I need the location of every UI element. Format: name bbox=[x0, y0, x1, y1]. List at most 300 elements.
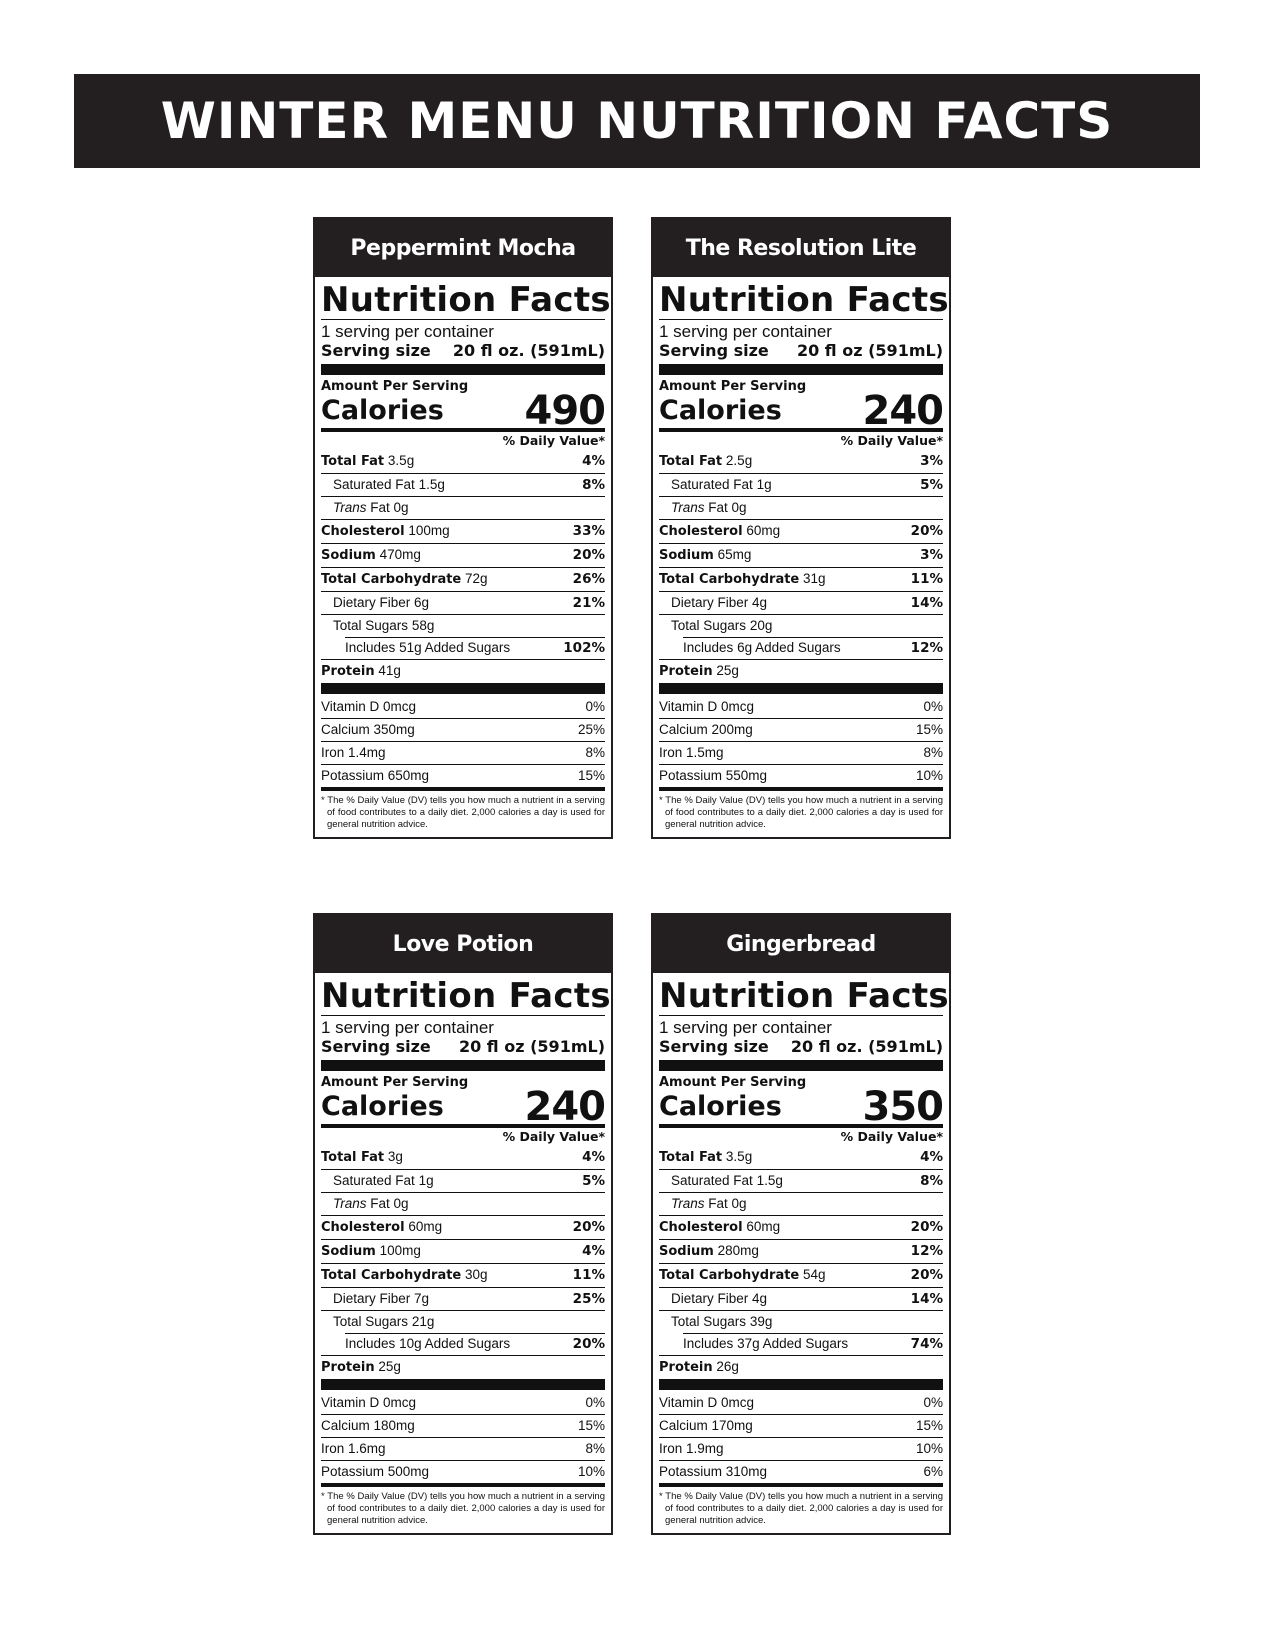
daily-value-header: % Daily Value* bbox=[840, 1129, 943, 1144]
calories-value: 350 bbox=[862, 1084, 943, 1130]
nutrient-amount: 30g bbox=[465, 1267, 488, 1282]
nutrient-name bbox=[659, 1311, 772, 1333]
nutrient-row bbox=[659, 1146, 943, 1169]
nutrient-amount: 1g bbox=[418, 1173, 434, 1188]
nutrient-row bbox=[321, 496, 605, 519]
nutrition-card bbox=[651, 913, 951, 1535]
serving-size-value: 20 fl oz (591mL) bbox=[458, 1037, 605, 1056]
medium-divider bbox=[659, 787, 943, 791]
nutrient-row bbox=[659, 1355, 943, 1379]
nutrient-amount: 3.5g bbox=[387, 453, 415, 468]
nutrient-amount: 1.5g bbox=[756, 1173, 783, 1188]
nutrient-row bbox=[659, 519, 943, 543]
vitamin-name: Iron 1.5mg bbox=[659, 745, 724, 760]
nutrient-name bbox=[321, 450, 414, 473]
nutrient-daily-value: 3% bbox=[920, 547, 943, 563]
vitamins-section bbox=[659, 1392, 943, 1483]
vitamin-daily-value: 15% bbox=[915, 1418, 943, 1433]
nutrient-amount: 26g bbox=[716, 1359, 739, 1374]
serving-size-row bbox=[659, 1037, 943, 1060]
nutrient-label: Total Carbohydrate bbox=[321, 1268, 462, 1283]
nutrient-name bbox=[659, 1193, 747, 1215]
nutrient-name bbox=[659, 474, 772, 496]
vitamin-name: Potassium 550mg bbox=[659, 768, 768, 783]
nutrient-amount: 41g bbox=[378, 663, 401, 678]
nutrient-daily-value: 4% bbox=[582, 1243, 605, 1259]
vitamin-row bbox=[321, 742, 605, 765]
nutrient-row bbox=[659, 543, 943, 567]
vitamin-daily-value: 10% bbox=[915, 768, 943, 783]
nutrient-label: Total Sugars bbox=[333, 1314, 409, 1329]
nutrient-label: Total Fat bbox=[659, 454, 723, 469]
nutrient-amount: 10g Added Sugars bbox=[399, 1336, 511, 1351]
daily-value-header: % Daily Value* bbox=[502, 433, 605, 448]
nutrition-label bbox=[653, 973, 949, 1533]
vitamin-daily-value: 0% bbox=[923, 1395, 943, 1410]
nutrition-label bbox=[653, 277, 949, 837]
nutrient-label: Sodium bbox=[321, 548, 376, 563]
vitamins-section bbox=[321, 696, 605, 787]
servings-per-container: 1 serving per container bbox=[659, 322, 832, 341]
nutrient-row bbox=[321, 1146, 605, 1169]
nutrient-daily-value: 4% bbox=[582, 453, 605, 469]
nutrient-daily-value: 26% bbox=[572, 571, 605, 587]
nutrient-label: Total Carbohydrate bbox=[659, 1268, 800, 1283]
vitamin-row bbox=[321, 1392, 605, 1415]
nutrient-name bbox=[659, 1333, 848, 1355]
nutrient-daily-value: 20% bbox=[572, 547, 605, 563]
nutrient-label: Dietary Fiber bbox=[333, 595, 411, 610]
vitamin-name: Vitamin D 0mcg bbox=[659, 1395, 755, 1410]
nutrient-daily-value: 4% bbox=[582, 1149, 605, 1165]
vitamin-name: Potassium 310mg bbox=[659, 1464, 768, 1479]
nutrient-amount: Fat 0g bbox=[370, 1196, 409, 1211]
nutrition-facts-heading: Nutrition Facts bbox=[321, 976, 611, 1016]
vitamin-daily-value: 10% bbox=[915, 1441, 943, 1456]
vitamin-daily-value: 25% bbox=[577, 722, 605, 737]
nutrient-amount: Fat 0g bbox=[708, 500, 747, 515]
nutrient-row bbox=[321, 659, 605, 683]
vitamin-daily-value: 15% bbox=[577, 768, 605, 783]
nutrient-label: Dietary Fiber bbox=[671, 595, 749, 610]
nutrient-daily-value: 21% bbox=[572, 595, 605, 611]
nutrient-amount: 72g bbox=[465, 571, 488, 586]
calories-row bbox=[321, 1084, 605, 1130]
vitamins-section bbox=[659, 696, 943, 787]
vitamin-row bbox=[659, 742, 943, 765]
nutrition-card bbox=[313, 217, 613, 839]
nutrient-label: Cholesterol bbox=[321, 1220, 405, 1235]
nutrient-row bbox=[321, 1333, 605, 1355]
nutrient-name bbox=[321, 615, 434, 637]
serving-size-row bbox=[321, 341, 605, 364]
nutrient-label: Trans bbox=[333, 1196, 367, 1211]
serving-size-row bbox=[659, 341, 943, 364]
serving-size-value: 20 fl oz (591mL) bbox=[796, 341, 943, 360]
nutrient-label: Cholesterol bbox=[659, 524, 743, 539]
vitamin-row bbox=[321, 1438, 605, 1461]
nutrient-daily-value: 5% bbox=[920, 477, 943, 493]
nutrient-label: Total Fat bbox=[321, 1150, 385, 1165]
vitamin-daily-value: 8% bbox=[923, 745, 943, 760]
vitamin-row bbox=[321, 696, 605, 719]
nutrient-name bbox=[321, 1333, 510, 1355]
nutrient-row bbox=[321, 1192, 605, 1215]
servings-per-container: 1 serving per container bbox=[659, 1018, 832, 1037]
drink-name: Peppermint Mocha bbox=[315, 219, 611, 277]
nutrient-row bbox=[659, 1310, 943, 1333]
vitamin-daily-value: 6% bbox=[923, 1464, 943, 1479]
calories-label: Calories bbox=[659, 395, 782, 426]
thick-divider bbox=[659, 1060, 943, 1071]
vitamin-daily-value: 8% bbox=[585, 1441, 605, 1456]
nutrient-label: Total Fat bbox=[659, 1150, 723, 1165]
thick-divider bbox=[321, 1060, 605, 1071]
nutrient-label: Includes bbox=[683, 1336, 734, 1351]
nutrient-amount: 1g bbox=[756, 477, 772, 492]
nutrient-row bbox=[321, 637, 605, 659]
nutrient-label: Total Sugars bbox=[333, 618, 409, 633]
nutrient-label: Dietary Fiber bbox=[671, 1291, 749, 1306]
nutrient-name bbox=[659, 1288, 767, 1310]
nutrient-daily-value: 12% bbox=[910, 640, 943, 656]
nutrient-daily-value: 20% bbox=[910, 523, 943, 539]
vitamin-daily-value: 0% bbox=[585, 699, 605, 714]
nutrient-label: Saturated Fat bbox=[671, 477, 753, 492]
vitamin-row bbox=[659, 765, 943, 787]
calories-label: Calories bbox=[321, 395, 444, 426]
nutrient-row bbox=[321, 1287, 605, 1310]
nutrient-daily-value: 11% bbox=[910, 571, 943, 587]
calories-row bbox=[321, 388, 605, 434]
nutrient-amount: 100mg bbox=[408, 523, 450, 538]
nutrient-row bbox=[321, 1263, 605, 1287]
nutrient-row bbox=[659, 1192, 943, 1215]
nutrient-name bbox=[659, 1170, 783, 1192]
vitamin-daily-value: 10% bbox=[577, 1464, 605, 1479]
nutrient-amount: 20g bbox=[749, 618, 773, 633]
calories-value: 240 bbox=[862, 388, 943, 434]
nutrient-name bbox=[659, 497, 747, 519]
nutrition-facts-heading: Nutrition Facts bbox=[321, 280, 611, 320]
nutrient-label: Protein bbox=[659, 1360, 713, 1375]
nutrient-amount: 25g bbox=[378, 1359, 401, 1374]
calories-label: Calories bbox=[659, 1091, 782, 1122]
nutrition-label bbox=[315, 973, 611, 1533]
nutrient-name bbox=[321, 1264, 488, 1287]
nutrient-label: Trans bbox=[333, 500, 367, 515]
nutrient-label: Total Carbohydrate bbox=[659, 572, 800, 587]
thick-divider bbox=[659, 364, 943, 375]
vitamin-daily-value: 15% bbox=[915, 722, 943, 737]
nutrient-label: Saturated Fat bbox=[333, 477, 415, 492]
nutrient-name bbox=[659, 520, 780, 543]
serving-size-value: 20 fl oz. (591mL) bbox=[452, 341, 605, 360]
nutrient-daily-value: 14% bbox=[910, 595, 943, 611]
vitamin-name: Vitamin D 0mcg bbox=[321, 1395, 417, 1410]
nutrient-name bbox=[659, 1356, 739, 1379]
daily-value-header: % Daily Value* bbox=[502, 1129, 605, 1144]
serving-size-label: Serving size bbox=[321, 341, 431, 360]
nutrient-daily-value: 20% bbox=[572, 1219, 605, 1235]
serving-size-label: Serving size bbox=[321, 1037, 431, 1056]
drink-name: The Resolution Lite bbox=[653, 219, 949, 277]
nutrient-daily-value: 74% bbox=[910, 1336, 943, 1352]
nutrient-amount: 2.5g bbox=[725, 453, 753, 468]
nutrient-amount: 60mg bbox=[408, 1219, 443, 1234]
nutrient-amount: 3.5g bbox=[725, 1149, 753, 1164]
nutrient-name bbox=[659, 592, 767, 614]
nutrient-row bbox=[659, 450, 943, 473]
nutrient-name bbox=[659, 1146, 752, 1169]
nutrient-name bbox=[321, 1216, 442, 1239]
nutrient-daily-value: 8% bbox=[582, 477, 605, 493]
footnote: * The % Daily Value (DV) tells you how much a nutrient in a serving of food contributes to a daily diet. 2,000 calories a day is used for general nutrition advice. bbox=[659, 795, 943, 830]
calories-label: Calories bbox=[321, 1091, 444, 1122]
vitamin-row bbox=[321, 765, 605, 787]
nutrient-daily-value: 3% bbox=[920, 453, 943, 469]
thick-divider bbox=[659, 1379, 943, 1390]
page-title: WINTER MENU NUTRITION FACTS bbox=[160, 92, 1114, 150]
nutrient-amount: 60mg bbox=[746, 1219, 781, 1234]
medium-divider bbox=[659, 1483, 943, 1487]
nutrient-label: Trans bbox=[671, 1196, 705, 1211]
thick-divider bbox=[321, 364, 605, 375]
nutrient-amount: Fat 0g bbox=[370, 500, 409, 515]
nutrient-label: Sodium bbox=[321, 1244, 376, 1259]
nutrient-daily-value: 12% bbox=[910, 1243, 943, 1259]
nutrient-amount: 1.5g bbox=[418, 477, 445, 492]
nutrient-amount: 37g Added Sugars bbox=[737, 1336, 849, 1351]
nutrient-row bbox=[659, 614, 943, 637]
nutrient-label: Protein bbox=[321, 1360, 375, 1375]
amount-per-serving: Amount Per Serving bbox=[321, 379, 469, 394]
nutrient-label: Cholesterol bbox=[321, 524, 405, 539]
nutrient-name bbox=[321, 1288, 429, 1310]
nutrient-label: Includes bbox=[345, 640, 396, 655]
serving-size-label: Serving size bbox=[659, 341, 769, 360]
vitamin-daily-value: 8% bbox=[585, 745, 605, 760]
nutrient-name bbox=[659, 660, 739, 683]
vitamin-name: Calcium 200mg bbox=[659, 722, 753, 737]
nutrient-amount: 65mg bbox=[717, 547, 752, 562]
nutrient-amount: 39g bbox=[749, 1314, 773, 1329]
nutrient-name bbox=[321, 1170, 434, 1192]
nutrient-daily-value: 20% bbox=[572, 1336, 605, 1352]
serving-size-label: Serving size bbox=[659, 1037, 769, 1056]
nutrient-label: Saturated Fat bbox=[333, 1173, 415, 1188]
calories-value: 240 bbox=[524, 1084, 605, 1130]
medium-divider bbox=[321, 787, 605, 791]
nutrient-row bbox=[659, 1287, 943, 1310]
nutrient-row bbox=[659, 473, 943, 496]
amount-per-serving: Amount Per Serving bbox=[321, 1075, 469, 1090]
medium-divider bbox=[321, 1483, 605, 1487]
amount-per-serving: Amount Per Serving bbox=[659, 379, 807, 394]
nutrient-name bbox=[659, 544, 751, 567]
vitamin-daily-value: 15% bbox=[577, 1418, 605, 1433]
calories-row bbox=[659, 388, 943, 434]
nutrient-name bbox=[321, 497, 409, 519]
vitamin-row bbox=[321, 719, 605, 742]
nutrient-row bbox=[321, 1169, 605, 1192]
vitamin-row bbox=[659, 1392, 943, 1415]
nutrient-daily-value: 20% bbox=[910, 1219, 943, 1235]
nutrient-amount: 51g Added Sugars bbox=[399, 640, 511, 655]
thick-divider bbox=[321, 1379, 605, 1390]
vitamin-name: Vitamin D 0mcg bbox=[659, 699, 755, 714]
nutrient-row bbox=[659, 1239, 943, 1263]
vitamins-section bbox=[321, 1392, 605, 1483]
nutrient-name bbox=[321, 1240, 421, 1263]
nutrient-name bbox=[321, 474, 445, 496]
nutrient-row bbox=[321, 543, 605, 567]
serving-size-row bbox=[321, 1037, 605, 1060]
nutrient-row bbox=[321, 614, 605, 637]
nutrient-name bbox=[659, 1240, 759, 1263]
calories-row bbox=[659, 1084, 943, 1130]
nutrient-label: Protein bbox=[321, 664, 375, 679]
nutrient-row bbox=[321, 567, 605, 591]
nutrient-amount: Fat 0g bbox=[708, 1196, 747, 1211]
nutrient-label: Sodium bbox=[659, 1244, 714, 1259]
nutrient-name bbox=[659, 1216, 780, 1239]
vitamin-row bbox=[321, 1461, 605, 1483]
vitamin-name: Calcium 180mg bbox=[321, 1418, 415, 1433]
nutrient-daily-value: 33% bbox=[572, 523, 605, 539]
nutrient-row bbox=[321, 1355, 605, 1379]
nutrient-label: Includes bbox=[345, 1336, 396, 1351]
nutrient-row bbox=[659, 567, 943, 591]
nutrient-amount: 6g bbox=[414, 595, 430, 610]
nutrient-daily-value: 102% bbox=[563, 640, 605, 656]
nutrient-row bbox=[659, 1169, 943, 1192]
amount-per-serving: Amount Per Serving bbox=[659, 1075, 807, 1090]
nutrient-label: Trans bbox=[671, 500, 705, 515]
servings-per-container: 1 serving per container bbox=[321, 1018, 494, 1037]
nutrient-amount: 4g bbox=[752, 595, 768, 610]
nutrient-row bbox=[321, 1215, 605, 1239]
nutrient-amount: 100mg bbox=[379, 1243, 421, 1258]
nutrition-card bbox=[651, 217, 951, 839]
nutrient-amount: 4g bbox=[752, 1291, 768, 1306]
vitamin-row bbox=[659, 1438, 943, 1461]
nutrient-label: Includes bbox=[683, 640, 734, 655]
nutrient-row bbox=[321, 1310, 605, 1333]
nutrient-amount: 6g Added Sugars bbox=[737, 640, 841, 655]
footnote: * The % Daily Value (DV) tells you how much a nutrient in a serving of food contributes to a daily diet. 2,000 calories a day is used for general nutrition advice. bbox=[321, 1491, 605, 1526]
nutrient-amount: 25g bbox=[716, 663, 739, 678]
nutrient-label: Total Sugars bbox=[671, 618, 747, 633]
nutrient-daily-value: 11% bbox=[572, 1267, 605, 1283]
nutrient-daily-value: 4% bbox=[920, 1149, 943, 1165]
nutrient-daily-value: 14% bbox=[910, 1291, 943, 1307]
nutrient-row bbox=[659, 1263, 943, 1287]
nutrient-daily-value: 5% bbox=[582, 1173, 605, 1189]
vitamin-daily-value: 0% bbox=[585, 1395, 605, 1410]
nutrient-label: Sodium bbox=[659, 548, 714, 563]
nutrient-name bbox=[321, 1356, 401, 1379]
vitamin-name: Iron 1.4mg bbox=[321, 745, 386, 760]
nutrient-name bbox=[321, 1193, 409, 1215]
drink-name: Love Potion bbox=[315, 915, 611, 973]
thick-divider bbox=[659, 683, 943, 694]
nutrient-name bbox=[659, 637, 841, 659]
nutrient-amount: 54g bbox=[803, 1267, 826, 1282]
vitamin-name: Iron 1.9mg bbox=[659, 1441, 724, 1456]
nutrient-row bbox=[321, 519, 605, 543]
daily-value-header: % Daily Value* bbox=[840, 433, 943, 448]
nutrient-row bbox=[321, 450, 605, 473]
footnote: * The % Daily Value (DV) tells you how much a nutrient in a serving of food contributes to a daily diet. 2,000 calories a day is used for general nutrition advice. bbox=[659, 1491, 943, 1526]
page-banner bbox=[74, 74, 1200, 168]
nutrient-row bbox=[321, 1239, 605, 1263]
nutrient-amount: 21g bbox=[411, 1314, 435, 1329]
nutrient-name bbox=[659, 615, 772, 637]
nutrient-amount: 58g bbox=[411, 618, 435, 633]
nutrient-name bbox=[321, 1146, 403, 1169]
vitamin-name: Potassium 500mg bbox=[321, 1464, 430, 1479]
drink-name: Gingerbread bbox=[653, 915, 949, 973]
nutrient-row bbox=[659, 591, 943, 614]
nutrient-row bbox=[321, 591, 605, 614]
nutrient-row bbox=[659, 1333, 943, 1355]
vitamin-name: Vitamin D 0mcg bbox=[321, 699, 417, 714]
nutrient-name bbox=[659, 568, 826, 591]
nutrition-label bbox=[315, 277, 611, 837]
nutrient-amount: 3g bbox=[387, 1149, 403, 1164]
nutrition-facts-heading: Nutrition Facts bbox=[659, 976, 949, 1016]
nutrient-label: Saturated Fat bbox=[671, 1173, 753, 1188]
footnote: * The % Daily Value (DV) tells you how much a nutrient in a serving of food contributes to a daily diet. 2,000 calories a day is used for general nutrition advice. bbox=[321, 795, 605, 830]
nutrient-row bbox=[321, 473, 605, 496]
nutrient-amount: 470mg bbox=[379, 547, 421, 562]
vitamin-name: Calcium 170mg bbox=[659, 1418, 753, 1433]
vitamin-row bbox=[659, 1415, 943, 1438]
nutrient-amount: 280mg bbox=[717, 1243, 759, 1258]
vitamin-row bbox=[659, 1461, 943, 1483]
nutrient-name bbox=[321, 660, 401, 683]
nutrient-label: Total Sugars bbox=[671, 1314, 747, 1329]
thick-divider bbox=[321, 683, 605, 694]
vitamin-row bbox=[659, 696, 943, 719]
nutrient-label: Dietary Fiber bbox=[333, 1291, 411, 1306]
nutrient-row bbox=[659, 1215, 943, 1239]
vitamin-row bbox=[659, 719, 943, 742]
nutrient-daily-value: 20% bbox=[910, 1267, 943, 1283]
nutrition-card bbox=[313, 913, 613, 1535]
nutrient-name bbox=[321, 520, 450, 543]
nutrient-row bbox=[659, 496, 943, 519]
nutrient-row bbox=[659, 659, 943, 683]
nutrient-name bbox=[659, 1264, 826, 1287]
servings-per-container: 1 serving per container bbox=[321, 322, 494, 341]
nutrient-daily-value: 8% bbox=[920, 1173, 943, 1189]
nutrition-facts-heading: Nutrition Facts bbox=[659, 280, 949, 320]
nutrient-name bbox=[321, 568, 488, 591]
vitamin-name: Calcium 350mg bbox=[321, 722, 415, 737]
calories-value: 490 bbox=[524, 388, 605, 434]
nutrient-amount: 31g bbox=[803, 571, 826, 586]
nutrient-label: Total Fat bbox=[321, 454, 385, 469]
nutrient-name bbox=[321, 637, 510, 659]
nutrient-amount: 60mg bbox=[746, 523, 781, 538]
vitamin-name: Iron 1.6mg bbox=[321, 1441, 386, 1456]
nutrient-name bbox=[321, 592, 429, 614]
vitamin-daily-value: 0% bbox=[923, 699, 943, 714]
vitamin-name: Potassium 650mg bbox=[321, 768, 430, 783]
nutrient-amount: 7g bbox=[414, 1291, 430, 1306]
